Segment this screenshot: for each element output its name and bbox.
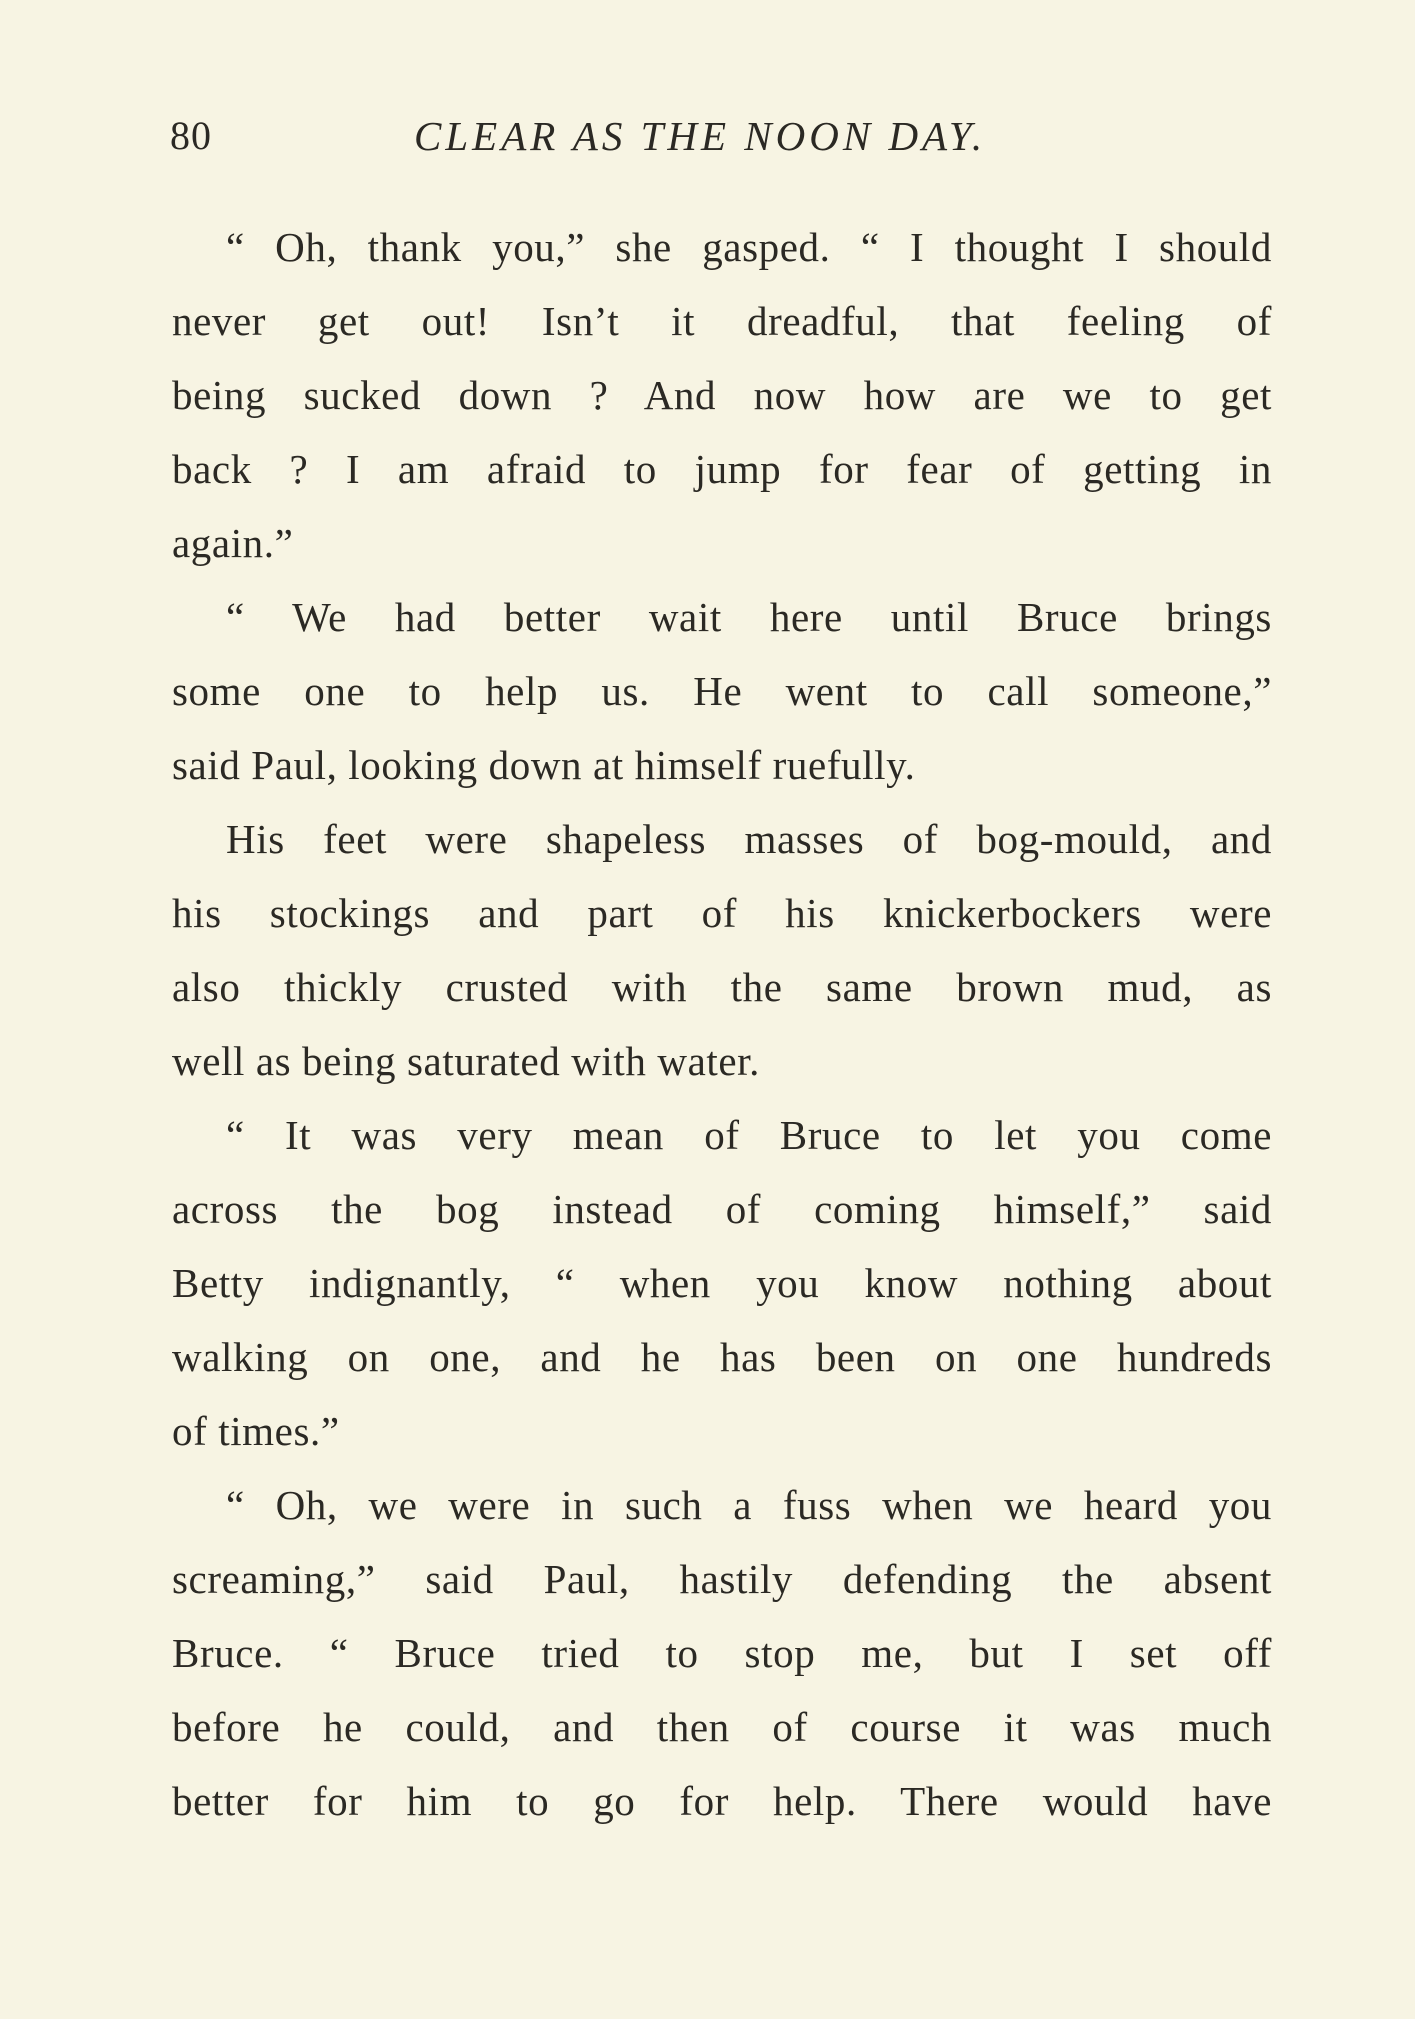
text-line: screaming,” said Paul, hastily defending the absent: [172, 1556, 1272, 1602]
text-line: Betty indignantly, “ when you know nothing about: [172, 1260, 1272, 1306]
text-line: His feet were shapeless masses of bog-mould, and: [226, 816, 1272, 862]
text-line: well as being saturated with water.: [172, 1038, 760, 1084]
text-line: back ? I am afraid to jump for fear of getting in: [172, 446, 1272, 492]
text-line: before he could, and then of course it was much: [172, 1704, 1272, 1750]
text-line: of times.”: [172, 1408, 340, 1454]
text-line: never get out! Isn’t it dreadful, that feeling of: [172, 298, 1272, 344]
text-line: his stockings and part of his knickerbockers were: [172, 890, 1272, 936]
text-line: better for him to go for help. There would have: [172, 1778, 1272, 1824]
text-line: “ It was very mean of Bruce to let you come: [226, 1112, 1272, 1158]
text-line: “ Oh, we were in such a fuss when we heard you: [226, 1482, 1272, 1528]
text-line: “ We had better wait here until Bruce brings: [226, 594, 1272, 640]
text-line: some one to help us. He went to call someone,”: [172, 668, 1272, 714]
page-header: [170, 112, 1270, 172]
text-line: walking on one, and he has been on one hundreds: [172, 1334, 1272, 1380]
text-line: “ Oh, thank you,” she gasped. “ I thought I should: [226, 224, 1272, 270]
text-line: again.”: [172, 520, 294, 566]
text-line: Bruce. “ Bruce tried to stop me, but I set off: [172, 1630, 1272, 1676]
page-number: 80: [170, 113, 212, 158]
body-text: [172, 210, 1272, 1838]
text-line: across the bog instead of coming himself,” said: [172, 1186, 1272, 1232]
text-line: being sucked down ? And now how are we to get: [172, 372, 1272, 418]
running-title: CLEAR AS THE NOON DAY.: [414, 113, 987, 159]
text-line: said Paul, looking down at himself ruefully.: [172, 742, 916, 788]
text-line: also thickly crusted with the same brown mud, as: [172, 964, 1272, 1010]
